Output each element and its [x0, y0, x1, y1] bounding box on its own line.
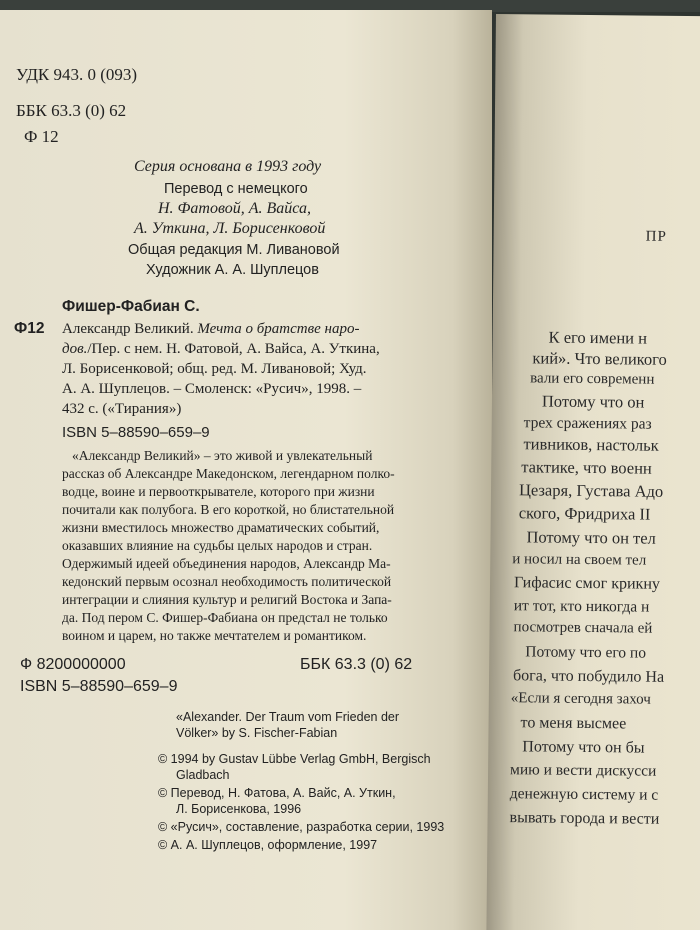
annotation-line: «Александр Великий» – это живой и увлекательный — [72, 448, 373, 463]
text-line: мию и вести дискусси — [509, 761, 657, 780]
chapter-heading: ПР — [645, 228, 667, 245]
biblio-line: А. А. Шуплецов. – Смоленск: «Русич», 1998. – — [62, 381, 362, 397]
copyright-line: Л. Борисенкова, 1996 — [176, 802, 302, 816]
text-line: Гифасис смог крикну — [513, 574, 661, 593]
isbn: ISBN 5–88590–659–9 — [62, 424, 210, 441]
code-f12: Ф12 — [14, 320, 45, 337]
right-page — [486, 14, 700, 930]
text-line: посмотрев сначала ей — [513, 619, 653, 637]
annotation-line: воином и царем, но также мечтателем и романтиком. — [62, 628, 367, 643]
text-line: вывать города и вести — [509, 809, 660, 828]
credit-line: Перевод с немецкого — [164, 181, 308, 197]
annotation-line: оказавших влияние на судьбы целых народов и стран. — [62, 538, 373, 553]
text-line: вали его современн — [530, 370, 655, 388]
code-line: Ф 8200000000 — [20, 656, 126, 673]
isbn-bottom: ISBN 5–88590–659–9 — [20, 678, 178, 695]
text-line: денежную систему и с — [509, 785, 659, 804]
copyright-line: © Перевод, Н. Фатова, А. Вайс, А. Уткин, — [158, 786, 396, 800]
annotation-line: кедонский первым осознал необходимость политической — [62, 574, 392, 589]
annotation-line: интеграции и слияния культур и религий Востока и Запа- — [62, 592, 392, 607]
author-name: Фишер-Фабиан С. — [62, 298, 200, 315]
annotation-line: водце, воине и первооткрывателе, которого при жизни — [62, 484, 375, 499]
biblio-line: дов./Пер. с нем. Н. Фатовой, А. Вайса, А. Уткина, — [62, 341, 380, 357]
credit-line: А. Уткина, Л. Борисенковой — [134, 220, 326, 237]
copyright-line: Gladbach — [176, 768, 230, 782]
annotation-line: жизни вместилось множество драматических событий, — [62, 520, 380, 535]
text-line: Потому что он тел — [526, 527, 656, 548]
text-line: Потому что он — [541, 391, 645, 412]
text-line: и носил на своем тел — [512, 551, 647, 569]
text-line: «Если я сегодня захоч — [510, 690, 651, 708]
text-line: Цезаря, Густава Адо — [518, 480, 664, 501]
udk-code: УДК 943. 0 (093) — [16, 65, 138, 84]
original-title-line: «Alexander. Der Traum vom Frieden der — [176, 710, 400, 724]
text-line: ского, Фридриха II — [518, 503, 651, 524]
text-line: бога, что побудило На — [512, 667, 665, 686]
left-page — [0, 10, 492, 930]
biblio-line: Александр Великий. Мечта о братстве наро- — [62, 321, 360, 337]
annotation-line: Одержимый идеей объединения народов, Александр Ма- — [62, 556, 391, 571]
series-note: Серия основана в 1993 году — [134, 158, 322, 175]
text-line: тактике, что военн — [521, 457, 652, 478]
text-line: то меня высмее — [520, 714, 627, 733]
copyright-line: © «Русич», составление, разработка серии, 1993 — [158, 820, 445, 834]
annotation-line: рассказ об Александре Македонском, легендарном полко- — [62, 466, 395, 481]
annotation-line: да. Под пером С. Фишер-Фабиана он предстал не только — [62, 610, 388, 625]
text-line: кий». Что великого — [532, 348, 667, 369]
bbk-code-bottom: ББК 63.3 (0) 62 — [300, 656, 413, 673]
credit-line: Общая редакция М. Ливановой — [128, 242, 340, 258]
text-line: ит тот, кто никогда н — [513, 597, 650, 616]
text-line: Потому что он бы — [522, 738, 645, 757]
credit-line: Н. Фатовой, А. Вайса, — [158, 200, 311, 217]
annotation-line: почитали как полубога. В его короткой, но блистательной — [62, 502, 395, 517]
original-title-line: Völker» by S. Fischer-Fabian — [176, 726, 338, 740]
text-line: Потому что его по — [525, 643, 647, 662]
text-line: тивников, настольк — [523, 434, 659, 455]
text-line: трех сражениях раз — [523, 414, 652, 433]
copyright-line: © 1994 by Gustav Lübbe Verlag GmbH, Bergisch — [158, 752, 431, 766]
biblio-line: Л. Борисенковой; общ. ред. М. Ливановой; Худ. — [62, 361, 367, 377]
credit-line: Художник А. А. Шуплецов — [146, 262, 319, 278]
bbk-code: ББК 63.3 (0) 62 — [16, 101, 127, 120]
biblio-line: 432 с. («Тирания») — [62, 401, 182, 417]
f-code: Ф 12 — [24, 127, 59, 146]
copyright-line: © А. А. Шуплецов, оформление, 1997 — [158, 838, 378, 852]
text-line: К его имени н — [548, 327, 648, 348]
